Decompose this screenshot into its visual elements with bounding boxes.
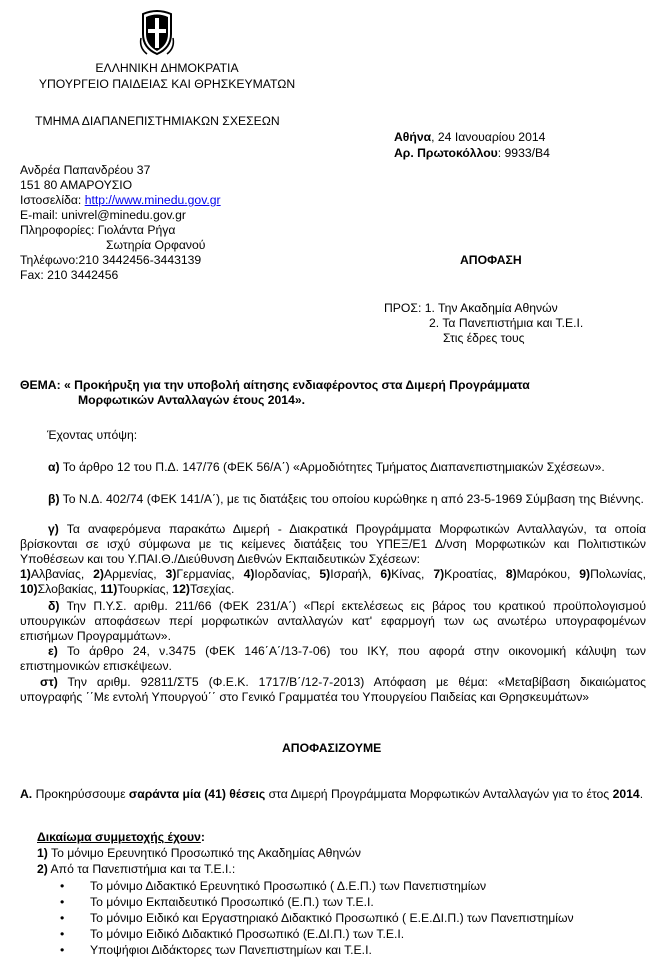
country-item (20, 582, 97, 596)
country-item (166, 567, 235, 581)
considering-heading: Έχοντας υπόψη: (47, 428, 138, 442)
country-item (20, 567, 84, 581)
bullet-text: Υποψήφιοι Διδάκτορες των Πανεπιστημίων και Τ.Ε.Ι. (90, 943, 372, 957)
eligibility-title-text: Δικαίωμα συμμετοχής έχουν (37, 830, 201, 844)
country-item (433, 567, 497, 581)
clause-st-text: Την αριθμ. 92811/ΣΤ5 (Φ.Ε.Κ. 1717/Β΄/12-7-2013) Απόφαση με θέμα: «Μεταβίβαση δικαιώματος υπογραφής ΄΄Με εντολή Υπουργού΄΄ στο Γενικό Γραμματέα του Υπουργείου Παιδείας και Θρησκευμάτων» (20, 675, 646, 704)
country-number: 10) (20, 582, 38, 596)
clause-e-label: ε) (48, 644, 58, 658)
section-a-text1: Προκηρύσσουμε (32, 787, 129, 801)
clause-a-label: α) (48, 460, 60, 474)
country-number: 7) (433, 567, 445, 581)
clause-d (20, 599, 646, 644)
clause-d-text: Την Π.Υ.Σ. αριθμ. 211/66 (ΦΕΚ 231/Α΄) «Περί εκτελέσεως εις βάρος του κρατικού προϋπολογισμού υπουργικών αποφάσεων περί μορφωτικών ανταλλαγών κατ' εφαρμογή των ως ανωτέρω υπογραφομένων επισήμων Προγραμμάτων». (20, 599, 646, 643)
eligibility-item-2-num: 2) (37, 862, 48, 876)
eligibility-item-1-num: 1) (37, 846, 48, 860)
bullet-dot-icon: • (60, 927, 65, 941)
country-name: Αλβανίας, (30, 567, 85, 581)
clause-a (20, 460, 646, 475)
country-name: Τουρκίας, (117, 582, 169, 596)
country-item (244, 567, 311, 581)
eligibility-bullet-item (60, 878, 574, 894)
fax-line: Fax: 210 3442456 (20, 268, 119, 282)
bullet-text: Το μόνιμο Διδακτικό Ερευνητικό Προσωπικό ( Δ.Ε.Π.) των Πανεπιστημίων (90, 879, 487, 893)
postal-address: 151 80 ΑΜΑΡΟΥΣΙΟ (20, 178, 133, 192)
country-name: Κροατίας, (444, 567, 497, 581)
section-a-end: . (639, 787, 644, 801)
eligibility-item-2 (37, 862, 235, 877)
section-a (20, 787, 646, 802)
eligibility-item-2-text: Από τα Πανεπιστήμια και τα Τ.Ε.Ι.: (47, 862, 236, 876)
info-second-line: Σωτηρία Ορφανού (106, 238, 206, 252)
eligibility-bullet-item (60, 942, 574, 958)
country-name: Τσεχίας. (189, 582, 235, 596)
country-number: 6) (380, 567, 392, 581)
country-number: 3) (165, 567, 177, 581)
clause-b-label: β) (48, 492, 60, 506)
eligibility-bullet-list (60, 878, 574, 958)
eligibility-colon: : (200, 830, 205, 844)
clause-st-label: στ) (40, 675, 58, 689)
bullet-dot-icon: • (60, 911, 65, 925)
bullet-dot-icon: • (60, 943, 65, 957)
country-name: Μαρόκου, (516, 567, 571, 581)
country-number: 8) (505, 567, 517, 581)
eligibility-item-1 (37, 846, 361, 861)
country-name: Σλοβακίας, (37, 582, 98, 596)
clause-c-label: γ) (48, 522, 59, 536)
country-name: Αρμενίας, (104, 567, 157, 581)
phone-line: Τηλέφωνο:210 3442456-3443139 (20, 253, 202, 267)
protocol-label: Αρ. Πρωτοκόλλου (394, 146, 498, 160)
info-line: Πληροφορίες: Γιολάντα Ρήγα (20, 223, 176, 237)
bullet-dot-icon: • (60, 895, 65, 909)
country-item (100, 582, 169, 596)
website-link[interactable]: http://www.minedu.gov.gr (84, 193, 221, 207)
clause-c-text: Τα αναφερόμενα παρακάτω Διμερή - Διακρατικά Προγράμματα Μορφωτικών Ανταλλαγών, τα οποία βρίσκονται σε ισχύ σύμφωνα με τις κείμενες διατάξεις του ΥΠΕΞ/Ε1 Δ/νση Μορφωτικών και Πολιτιστικών Υποθέσεων και του Υ.ΠΑΙ.Θ./Διεύθυνση Διεθνών Εκπαιδευτικών Σχέσεων: (20, 522, 646, 566)
country-item (380, 567, 424, 581)
country-name: Ισραήλ, (330, 567, 372, 581)
section-a-text2: στα Διμερή Προγράμματα Μορφωτικών Ανταλλαγών για το έτος (265, 787, 613, 801)
department-title: ΤΜΗΜΑ ΔΙΑΠΑΝΕΠΙΣΤΗΜΙΑΚΩΝ ΣΧΕΣΕΩΝ (35, 114, 280, 128)
country-item (172, 582, 234, 596)
countries-list (20, 567, 646, 597)
bullet-text: Το μόνιμο Ειδικό και Εργαστηριακό Διδακτικό Προσωπικό ( Ε.Ε.ΔΙ.Π.) των Πανεπιστημίων (90, 911, 574, 925)
protocol-value: : 9933/Β4 (497, 146, 550, 160)
country-number: 5) (319, 567, 331, 581)
eligibility-bullet-item (60, 926, 574, 942)
country-number: 1) (20, 567, 31, 581)
clause-d-label: δ) (48, 599, 60, 613)
clause-e (20, 644, 646, 674)
clause-b-text: Το Ν.Δ. 402/74 (ΦΕΚ 141/Α΄), με τις διατάξεις του οποίου κυρώθηκε η από 23-5-1969 Σύμβαση της Βιέννης. (59, 492, 644, 506)
country-number: 9) (579, 567, 591, 581)
recipients-second: 2. Τα Πανεπιστήμια και Τ.Ε.Ι. (429, 316, 584, 330)
clause-a-text: Το άρθρο 12 του Π.Δ. 147/76 (ΦΕΚ 56/Α΄) «Αρμοδιότητες Τμήματος Διαπανεπιστημιακών Σχέσεων». (59, 460, 605, 474)
ministry-title: ΥΠΟΥΡΓΕΙΟ ΠΑΙΔΕΙΑΣ ΚΑΙ ΘΡΗΣΚΕΥΜΑΤΩΝ (38, 77, 296, 91)
street-address: Ανδρέα Παπανδρέου 37 (20, 163, 151, 177)
section-a-year: 2014 (612, 787, 640, 801)
eligibility-title (37, 830, 205, 845)
country-item (93, 567, 156, 581)
subject-line-1: ΘΕΜΑ: « Προκήρυξη για την υποβολή αίτησης ενδιαφέροντος στα Διμερή Προγράμματα (20, 378, 530, 392)
section-a-positions: σαράντα μία (41) θέσεις (128, 787, 266, 801)
decision-heading: ΑΠΟΦΑΣΙΖΟΥΜΕ (282, 741, 382, 755)
date-line (394, 130, 545, 145)
eligibility-item-1-text: Το μόνιμο Ερευνητικό Προσωπικό της Ακαδημίας Αθηνών (47, 846, 361, 860)
clause-c (20, 522, 646, 567)
recipients-third: Στις έδρες τους (443, 331, 525, 345)
country-item (579, 567, 646, 581)
clause-b (20, 492, 646, 507)
country-name: Γερμανίας, (176, 567, 235, 581)
recipients-first: ΠΡΟΣ: 1. Την Ακαδημία Αθηνών (384, 301, 558, 315)
website-line (20, 193, 221, 208)
website-label: Ιστοσελίδα: (20, 193, 85, 207)
document-type: ΑΠΟΦΑΣΗ (460, 253, 522, 267)
email-line: E-mail: univrel@minedu.gov.gr (20, 208, 186, 222)
country-number: 4) (243, 567, 255, 581)
bullet-dot-icon: • (60, 879, 65, 893)
section-a-label: Α. (20, 787, 33, 801)
eligibility-bullet-item (60, 910, 574, 926)
greek-coat-of-arms-emblem (139, 8, 175, 56)
country-item (319, 567, 371, 581)
city-label: Αθήνα (394, 130, 432, 144)
country-name: Ιορδανίας, (254, 567, 311, 581)
clause-e-text: Το άρθρο 24, ν.3475 (ΦΕΚ 146΄Α΄/13-7-06) του ΙΚΥ, που αφορά στην οικονομική κάλυψη των επιστημονικών επισκέψεων. (20, 644, 646, 673)
republic-title: ΕΛΛΗΝΙΚΗ ΔΗΜΟΚΡΑΤΙΑ (95, 61, 239, 75)
eligibility-bullet-item (60, 894, 574, 910)
country-name: Κίνας, (391, 567, 425, 581)
protocol-line (394, 146, 550, 161)
subject-line-2: Μορφωτικών Ανταλλαγών έτους 2014». (78, 393, 306, 407)
bullet-text: Το μόνιμο Ειδικό Διδακτικό Προσωπικό (Ε.ΔΙ.Π.) των Τ.Ε.Ι. (90, 927, 405, 941)
country-number: 2) (93, 567, 104, 581)
date-value: , 24 Ιανουαρίου 2014 (431, 130, 546, 144)
country-number: 11) (100, 582, 118, 596)
bullet-text: Το μόνιμο Εκπαιδευτικό Προσωπικό (Ε.Π.) των Τ.Ε.Ι. (90, 895, 374, 909)
country-item (506, 567, 571, 581)
country-number: 12) (172, 582, 190, 596)
country-name: Πολωνίας, (590, 567, 646, 581)
clause-st (20, 675, 646, 705)
